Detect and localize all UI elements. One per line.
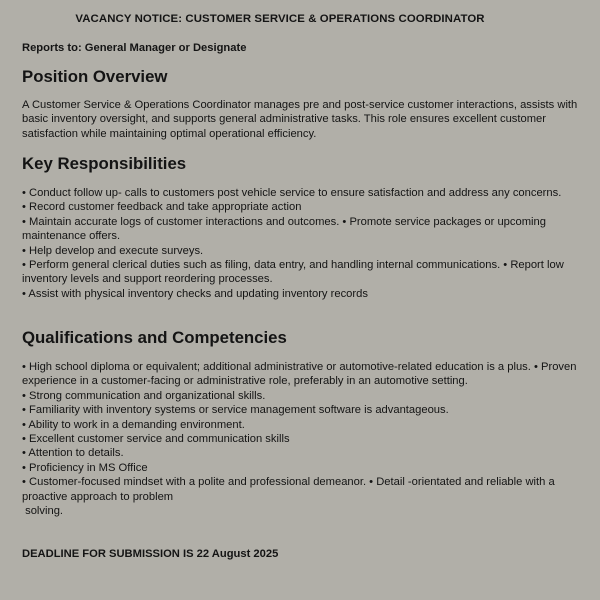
responsibility-item: • Maintain accurate logs of customer interactions and outcomes. • Promote service packages or upcoming maintenance offers.: [22, 215, 550, 243]
qualifications-list: [22, 360, 578, 518]
responsibility-item: • Perform general clerical duties such as filing, data entry, and handling internal communications. • Report low inventory levels and support reordering processes.: [22, 259, 567, 286]
qualification-item: • Attention to details.: [22, 447, 124, 460]
page-title: VACANCY NOTICE: CUSTOMER SERVICE & OPERATIONS COORDINATOR: [75, 13, 485, 25]
qualification-item: • Excellent customer service and communication skills: [22, 433, 290, 446]
reports-to-line: Reports to: General Manager or Designate: [22, 42, 247, 54]
responsibility-item: • Record customer feedback and take appropriate action: [22, 201, 302, 214]
qualification-item: • Familiarity with inventory systems or service management software is advantageous.: [22, 404, 449, 417]
deadline-notice: DEADLINE FOR SUBMISSION IS 22 August 2025: [22, 548, 279, 560]
responsibilities-heading: Key Responsibilities: [22, 154, 187, 173]
responsibility-item: • Assist with physical inventory checks and updating inventory records: [22, 287, 368, 300]
qualification-item: • Ability to work in a demanding environment.: [22, 418, 245, 431]
qualification-item: • Proficiency in MS Office: [22, 461, 148, 474]
qualification-item: • High school diploma or equivalent; additional administrative or automotive-related education is a plus. • Proven experience in a customer-facing or administrative role, preferably in an automotive setting.: [22, 361, 580, 388]
responsibility-item: • Help develop and execute surveys.: [22, 244, 204, 257]
qualifications-heading: Qualifications and Competencies: [22, 328, 287, 347]
qualification-item: • Strong communication and organizational skills.: [22, 389, 266, 402]
responsibilities-list: [22, 186, 578, 301]
overview-paragraph: A Customer Service & Operations Coordinator manages pre and post-service customer interactions, assists with basic inventory oversight, and supports general administrative tasks. This role ensures excellent customer satisfaction while maintaining optimal operational efficiency.: [22, 99, 578, 140]
responsibility-item: • Conduct follow up- calls to customers post vehicle service to ensure satisfaction and address any concerns.: [22, 187, 562, 199]
overview-heading: Position Overview: [22, 67, 168, 86]
qualification-item: • Customer-focused mindset with a polite and professional demeanor. • Detail -orientated and reliable with a proactive approach to problem solving.: [22, 476, 555, 518]
